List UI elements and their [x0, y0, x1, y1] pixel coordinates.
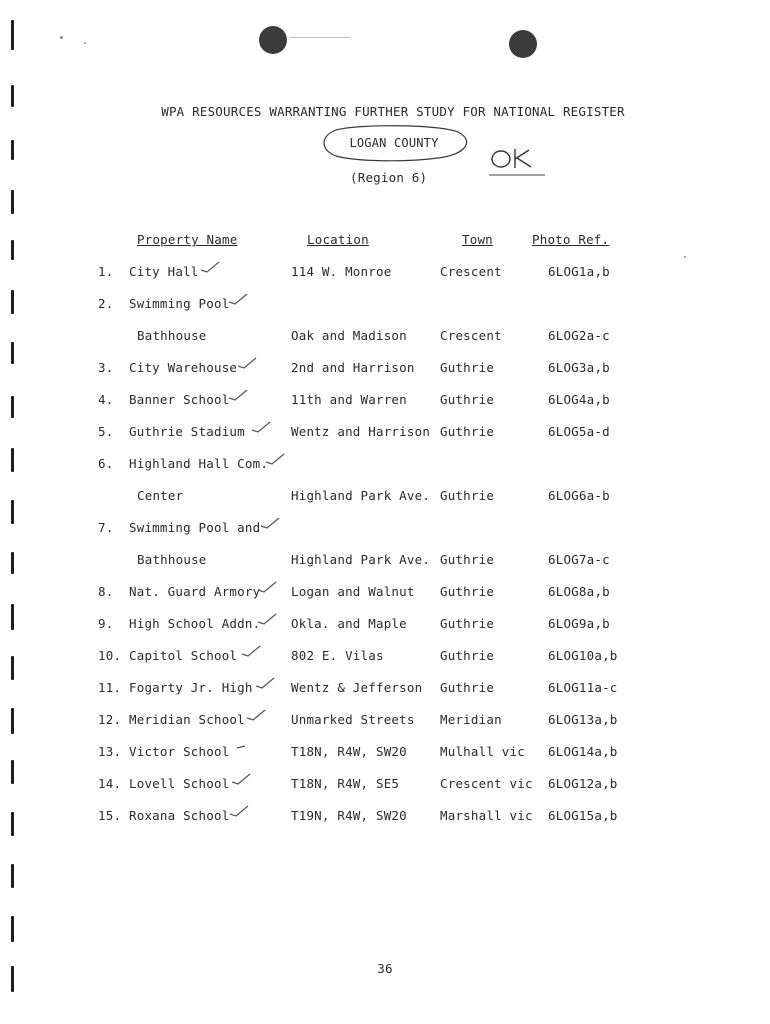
- table-row: 9. High School Addn. Okla. and Maple Guthrie 6LOG9a,b: [0, 616, 770, 634]
- check-mark-icon: [254, 676, 276, 690]
- check-mark-icon: [230, 772, 252, 786]
- check-mark-icon: [236, 356, 258, 370]
- check-mark-icon: [245, 708, 267, 722]
- table-row: 12. Meridian School Unmarked Streets Meridian 6LOG13a,b: [0, 712, 770, 730]
- header-photo-ref: Photo Ref.: [532, 232, 610, 247]
- table-row: Bathhouse Highland Park Ave. Guthrie 6LOG7a-c: [137, 552, 610, 567]
- table-row: 2. Swimming Pool: [0, 296, 770, 314]
- county-name: LOGAN COUNTY: [349, 136, 439, 150]
- binding-edge-marks: [7, 0, 21, 1024]
- punch-hole-left: [259, 26, 287, 54]
- table-row: 11. Fogarty Jr. High Wentz & Jefferson Guthrie 6LOG11a-c: [0, 680, 770, 698]
- check-mark-icon: [256, 612, 278, 626]
- header-town: Town: [462, 232, 493, 247]
- check-mark-icon: [240, 644, 262, 658]
- table-row: 13. Victor School T18N, R4W, SW20 Mulhall vic 6LOG14a,b: [0, 744, 770, 762]
- region-label: (Region 6): [350, 170, 428, 185]
- check-mark-icon: [259, 516, 281, 530]
- table-row: 3. City Warehouse 2nd and Harrison Guthrie 6LOG3a,b: [0, 360, 770, 378]
- table-row: 5. Guthrie Stadium Wentz and Harrison Guthrie 6LOG5a-d: [0, 424, 770, 442]
- table-row: Bathhouse Oak and Madison Crescent 6LOG2a-c: [137, 328, 610, 343]
- header-location: Location: [307, 232, 369, 247]
- punch-hole-right: [509, 30, 537, 58]
- check-mark-icon: [264, 452, 286, 466]
- table-row: 6. Highland Hall Com.: [0, 456, 770, 474]
- table-row: 14. Lovell School T18N, R4W, SE5 Crescent vic 6LOG12a,b: [0, 776, 770, 794]
- table-row: 7. Swimming Pool and: [0, 520, 770, 538]
- table-row: 4. Banner School 11th and Warren Guthrie 6LOG4a,b: [0, 392, 770, 410]
- page-number: 36: [377, 961, 393, 976]
- check-mark-icon: [227, 292, 249, 306]
- handwritten-ok-mark: [487, 144, 547, 180]
- check-mark-icon: [199, 260, 221, 274]
- check-mark-icon: [256, 580, 278, 594]
- county-circled: [318, 122, 470, 162]
- check-mark-icon: [250, 420, 272, 434]
- check-mark-icon: [233, 740, 255, 754]
- check-mark-icon: [228, 804, 250, 818]
- table-row: 15. Roxana School T19N, R4W, SW20 Marshall vic 6LOG15a,b: [0, 808, 770, 826]
- table-row: 1. City Hall 114 W. Monroe Crescent 6LOG1a,b: [0, 264, 770, 282]
- check-mark-icon: [227, 388, 249, 402]
- header-property-name: Property Name: [137, 232, 238, 247]
- table-row: Center Highland Park Ave. Guthrie 6LOG6a-b: [137, 488, 610, 503]
- document-title: WPA RESOURCES WARRANTING FURTHER STUDY FOR NATIONAL REGISTER: [161, 104, 625, 119]
- table-row: 8. Nat. Guard Armory Logan and Walnut Guthrie 6LOG8a,b: [0, 584, 770, 602]
- table-row: 10. Capitol School 802 E. Vilas Guthrie 6LOG10a,b: [0, 648, 770, 666]
